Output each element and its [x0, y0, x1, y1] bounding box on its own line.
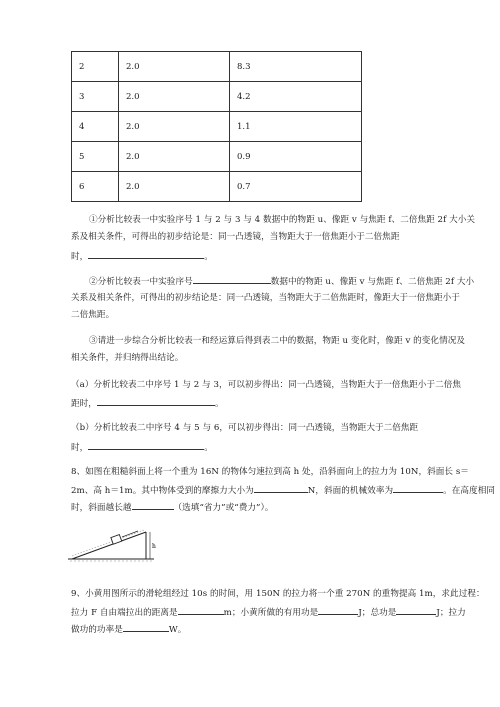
table-cell-index: 4 [72, 112, 119, 142]
qb-line2 [71, 440, 213, 454]
q9-useful-work-blank[interactable] [318, 605, 358, 615]
q1-line2: 系及相关条件，可得出的初步结论是：同一凸透镜，当物距大于一倍焦距小于二倍焦距 [71, 232, 400, 242]
table-cell-value: 0.7 [230, 172, 362, 202]
q9-line2 [71, 605, 466, 619]
incline-hatch [72, 530, 144, 556]
table-row [72, 142, 362, 172]
height-label: h [152, 543, 156, 550]
q8-text-e: （选填“省力”或“费力”）。 [173, 503, 274, 513]
q2-line2: 关系及相关条件，可得出的初步结论是：同一凸透镜，当物距大于二倍焦距时，像距大于一倍焦距小于 [71, 293, 460, 303]
data-table [71, 51, 362, 202]
table-cell-value: 0.9 [230, 142, 362, 172]
table-cell-value: 4.2 [230, 82, 362, 112]
qa-line1: （a）分析比较表二中序号 1 与 2 与 3，可以初步得出：同一凸透镜，当物距大于一倍焦距小于二倍焦 [71, 380, 462, 390]
q9-text-f: W。 [168, 625, 187, 635]
q9-text-d: J；拉力 [436, 608, 466, 618]
q3-line1: ③请进一步综合分析比较表一和经运算后得到表二中的数据，物距 u 变化时，像距 v 的变化情况及 [89, 336, 466, 346]
q9-text-a: 拉力 F 自由端拉出的距离是 [71, 608, 178, 618]
table-cell-value: 8.3 [230, 52, 362, 82]
q9-text-c: J；总功是 [358, 608, 397, 618]
q8-text-b: N，斜面的机械效率为 [307, 486, 394, 496]
q2-line1 [89, 274, 474, 288]
q9-line3 [71, 622, 186, 636]
q2-prefix: ②分析比较表一中实验序号 [89, 277, 193, 287]
q9-distance-blank[interactable] [178, 605, 224, 615]
table-cell-focal: 2.0 [119, 112, 230, 142]
q8-efficiency-blank[interactable] [393, 483, 443, 493]
q9-text-b: m；小黄所做的有用功是 [223, 608, 319, 618]
q2-rest: 数据中的物距 u、像距 v 与焦距 f、二倍焦距 2f 大小 [270, 277, 475, 287]
q1-line3 [71, 249, 213, 263]
qa-prefix: 距时， [71, 399, 97, 409]
table-row [72, 52, 362, 82]
table-cell-index: 2 [72, 52, 119, 82]
qb-line1: （b）分析比较表二中序号 4 与 5 与 6，可以初步得出：同一凸透镜，当物距大于二倍焦距 [71, 423, 419, 433]
q8-line1: 8、如图在粗糙斜面上将一个重为 16N 的物体匀速拉到高 h 处，沿斜面向上的拉力为 10N，斜面长 s＝ [71, 467, 469, 477]
table-cell-index: 3 [72, 82, 119, 112]
incline-figure [66, 526, 166, 566]
table-cell-index: 6 [72, 172, 119, 202]
q8-text-d: 时，斜面越长越 [71, 503, 132, 513]
table-row [72, 172, 362, 202]
q8-text-a: 2m、高 h＝1m。其中物体受到的摩擦力大小为 [71, 486, 254, 496]
q9-line1: 9、小黄用图所示的滑轮组经过 10s 的时间，用 150N 的拉力将一个重 270N 的重物提高 1m，求此过程： [71, 589, 485, 599]
q8-line2 [71, 483, 495, 497]
q3-line2: 相关条件，并归纳得出结论。 [71, 353, 184, 363]
qb-prefix: 时， [71, 443, 89, 453]
table-cell-focal: 2.0 [119, 142, 230, 172]
q8-line3 [71, 500, 273, 514]
q1-suffix: 。 [204, 252, 213, 262]
q1-line1: ①分析比较表一中实验序号 1 与 2 与 3 与 4 数据中的物距 u、像距 v 与焦距 f、二倍焦距 2f 大小关 [89, 215, 476, 225]
q1-answer-blank[interactable] [88, 249, 204, 259]
q8-text-c: 。在高度相同 [443, 486, 495, 496]
table-cell-value: 1.1 [230, 112, 362, 142]
q2-answer-blank[interactable] [193, 274, 271, 284]
q9-text-e: 做功的功率是 [71, 625, 123, 635]
q9-power-blank[interactable] [123, 622, 169, 632]
q8-friction-blank[interactable] [254, 483, 308, 493]
q8-force-blank[interactable] [132, 500, 174, 510]
qb-suffix: 。 [204, 443, 213, 453]
table-cell-focal: 2.0 [119, 82, 230, 112]
q1-prefix: 时， [71, 252, 89, 262]
qb-answer-blank[interactable] [88, 440, 204, 450]
qa-answer-blank[interactable] [97, 396, 215, 406]
table-cell-focal: 2.0 [119, 172, 230, 202]
block [111, 535, 122, 545]
q2-line3: 二倍焦距。 [71, 310, 115, 320]
table-cell-focal: 2.0 [119, 52, 230, 82]
qa-line2 [71, 396, 224, 410]
q9-total-work-blank[interactable] [396, 605, 436, 615]
incline-surface [72, 532, 146, 559]
table-row [72, 112, 362, 142]
table-cell-index: 5 [72, 142, 119, 172]
qa-suffix: 。 [214, 399, 224, 409]
table-row [72, 82, 362, 112]
